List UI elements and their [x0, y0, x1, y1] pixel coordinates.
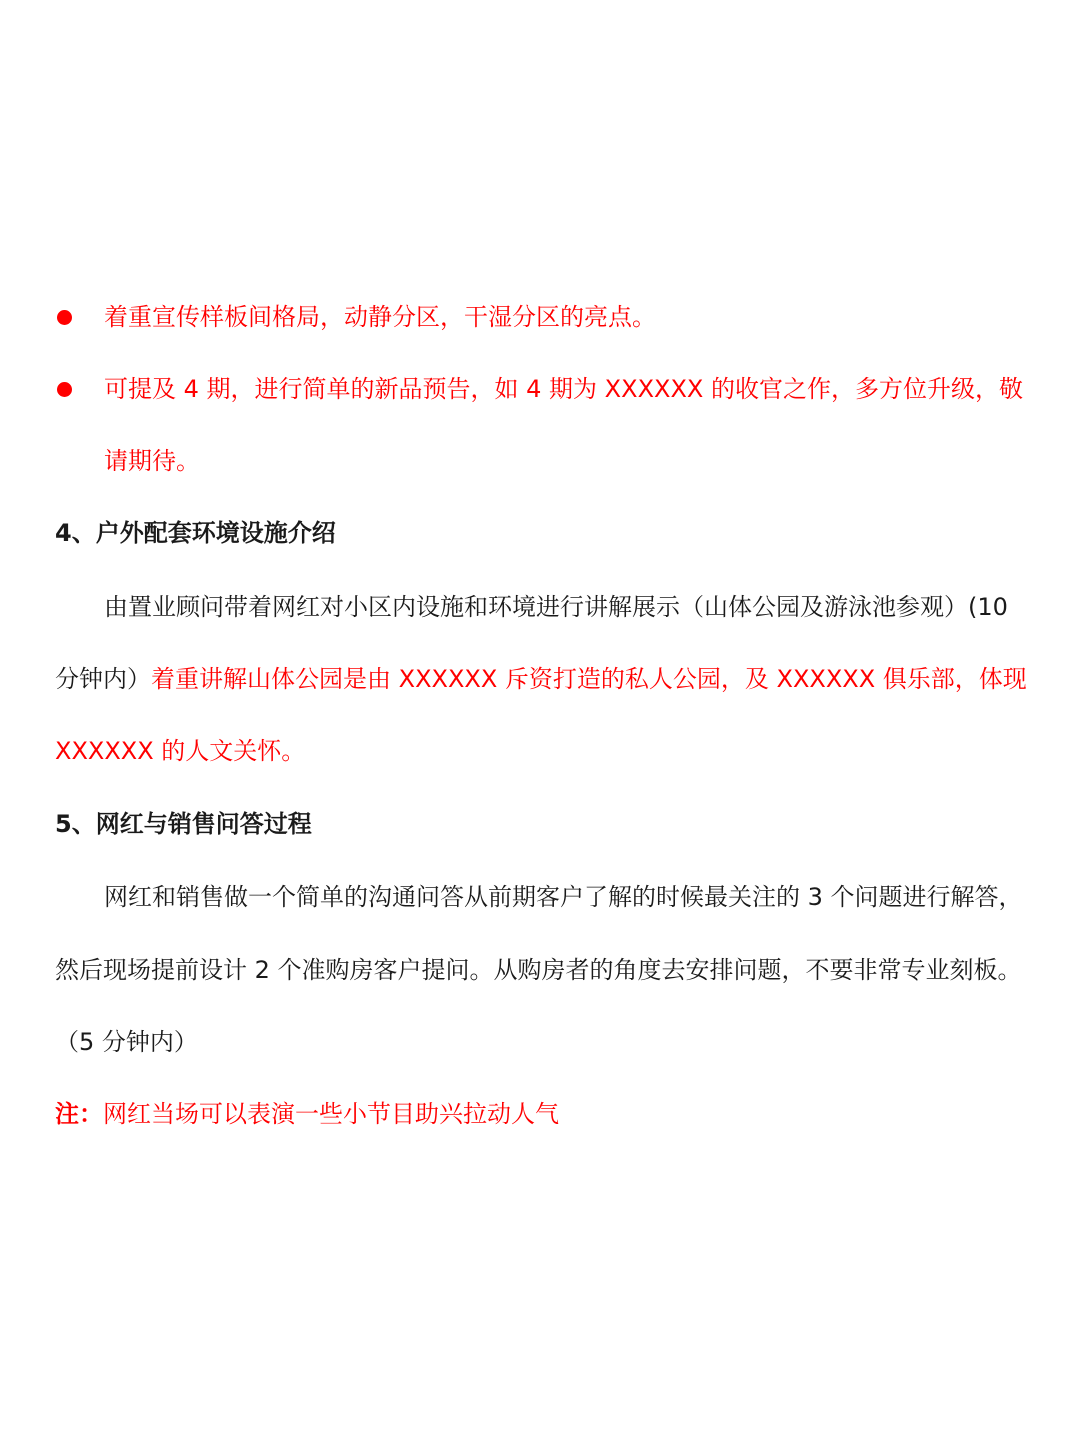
section-4-line-2-red: 着重讲解山体公园是由 XXXXXX 斥资打造的私人公园，及 XXXXXX 俱乐部，体现: [151, 665, 1027, 693]
section-4-heading: 4、户外配套环境设施介绍: [55, 519, 336, 547]
section-4-line-2-black: 分钟内）: [55, 665, 151, 693]
bullet-2-line-2: 请期待。: [104, 447, 200, 475]
section-4-line-3: XXXXXX 的人文关怀。: [55, 737, 306, 765]
section-4-line-2: [55, 662, 1027, 696]
section-5-line-2: 然后现场提前设计 2 个准购房客户提问。从购房者的角度去安排问题，不要非常专业刻板。: [55, 956, 1022, 984]
bullet-dot-icon: [57, 382, 72, 397]
section-5-line-1: 网红和销售做一个简单的沟通问答从前期客户了解的时候最关注的 3 个问题进行解答，: [104, 883, 1023, 911]
section-4-line-1: 由置业顾问带着网红对小区内设施和环境进行讲解展示（山体公园及游泳池参观）(10: [104, 593, 1008, 621]
bullet-dot-icon: [57, 310, 72, 325]
bullet-1-line-1: 着重宣传样板间格局，动静分区，干湿分区的亮点。: [104, 303, 656, 331]
section-5-heading: 5、网红与销售问答过程: [55, 810, 312, 838]
note-text: 网红当场可以表演一些小节目助兴拉动人气: [103, 1100, 559, 1128]
bullet-2-line-1: 可提及 4 期，进行简单的新品预告，如 4 期为 XXXXXX 的收官之作，多方位升级，敬: [104, 375, 1023, 403]
section-5-line-3: （5 分钟内）: [55, 1028, 198, 1056]
note-label: 注：: [55, 1100, 103, 1128]
note-line: [55, 1097, 559, 1131]
